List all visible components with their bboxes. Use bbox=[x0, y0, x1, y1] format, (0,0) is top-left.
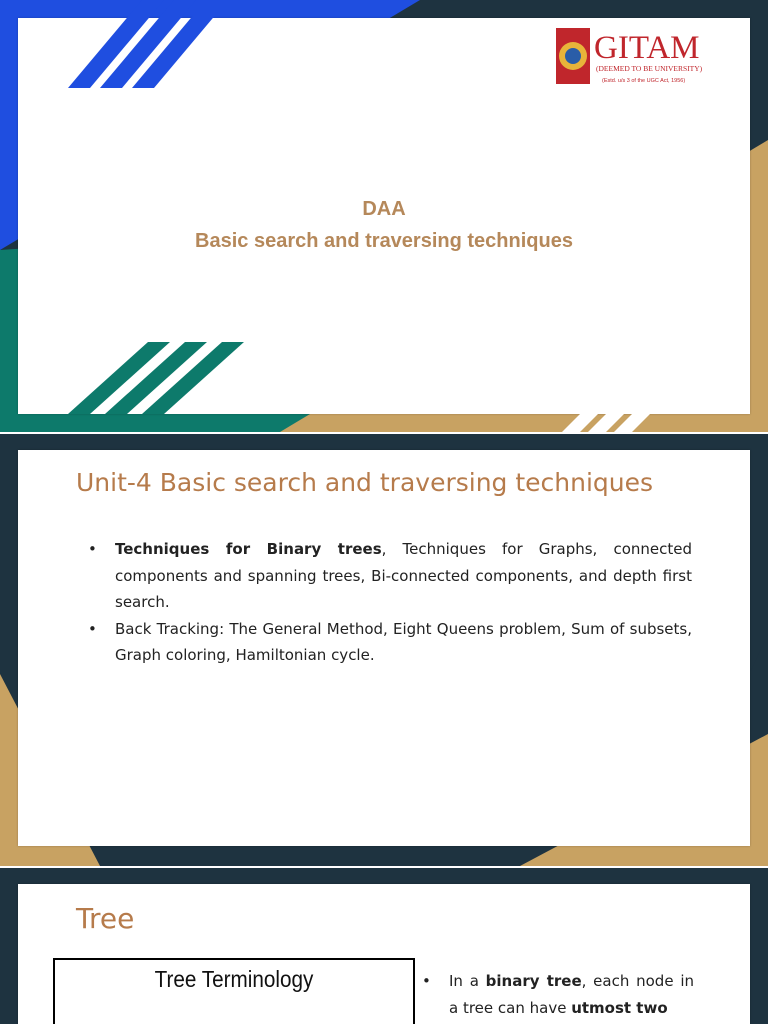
list-item-text: Back Tracking: The General Method, Eight Queens problem, Sum of subsets, Graph coloring, Hamiltonian cycle. bbox=[115, 619, 692, 664]
bullet-bold-term: binary tree bbox=[485, 972, 582, 990]
cover-slide bbox=[0, 0, 768, 432]
unit-card bbox=[18, 450, 750, 846]
tree-slide bbox=[0, 868, 768, 1024]
list-item bbox=[88, 616, 692, 669]
list-item-text: , Techniques for Graphs, connected components and spanning trees, Bi-connected components, and depth first search. bbox=[115, 540, 692, 611]
bullet-bold-term: utmost two bbox=[571, 998, 668, 1017]
unit-topic-list bbox=[88, 536, 692, 669]
bullet-text: In a bbox=[449, 972, 486, 990]
decorative-stripes bbox=[0, 0, 768, 432]
unit-slide bbox=[0, 434, 768, 866]
logo-subtitle: (DEEMED TO BE UNIVERSITY) bbox=[596, 64, 703, 73]
cover-title-line1: DAA bbox=[362, 198, 406, 220]
tree-terminology-figure bbox=[53, 958, 415, 1024]
list-item bbox=[88, 536, 692, 616]
list-item bbox=[422, 968, 694, 1021]
tree-card bbox=[18, 884, 750, 1024]
list-item-bold: Techniques for Binary trees bbox=[115, 540, 382, 558]
logo-estd: (Estd. u/s 3 of the UGC Act, 1956) bbox=[602, 78, 686, 84]
unit-heading: Unit-4 Basic search and traversing techniques bbox=[76, 468, 654, 497]
tree-diagram-fragment bbox=[55, 960, 413, 1024]
logo-name: GITAM bbox=[594, 30, 700, 66]
bullet-text: , each node in a tree can have bbox=[449, 972, 694, 1017]
cover-title-line2: Basic search and traversing techniques bbox=[195, 230, 573, 252]
tree-heading: Tree bbox=[76, 902, 135, 935]
figure-title: Tree Terminology bbox=[154, 966, 314, 992]
tree-bullet-list bbox=[422, 968, 694, 1021]
